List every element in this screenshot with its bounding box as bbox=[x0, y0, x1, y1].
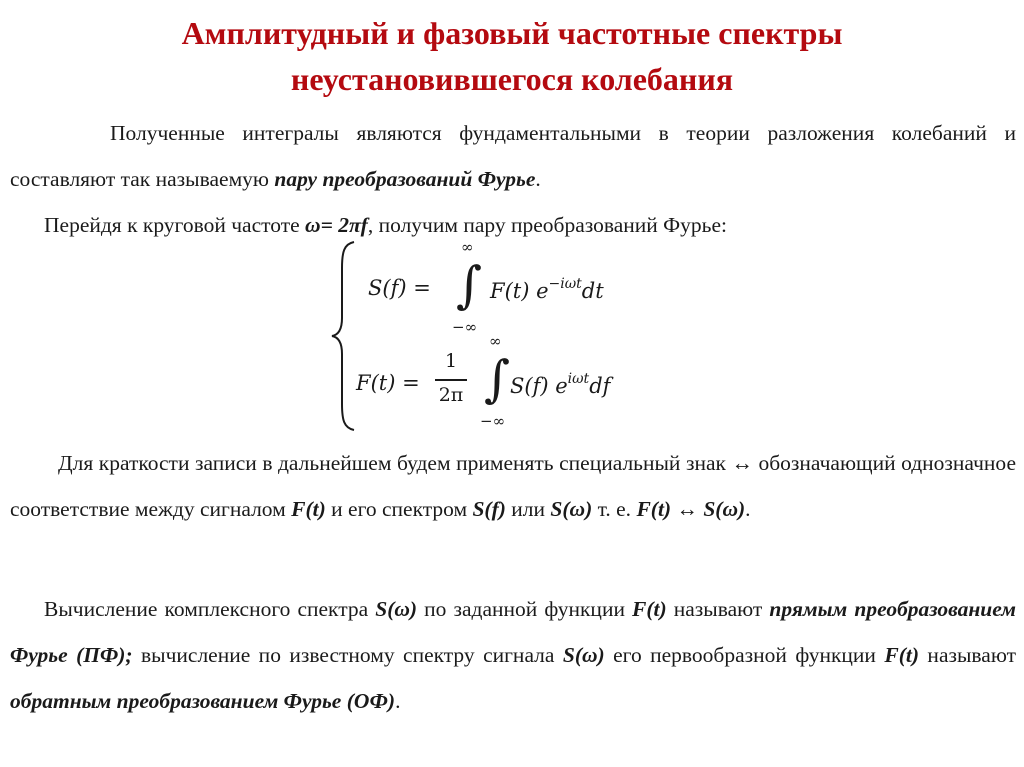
double-arrow-icon: ↔ bbox=[731, 451, 753, 475]
p2-end: , получим пару преобразований Фурье: bbox=[367, 213, 727, 237]
p3-signal: F(t) bbox=[291, 497, 326, 521]
p1-text: Полученные интегралы являются фундаментальными в теории разложения колебаний и составляют так называемую bbox=[10, 121, 1016, 191]
p4-primitive-function: F(t) bbox=[884, 643, 920, 667]
eq1-differential: dt bbox=[581, 279, 604, 303]
eq1-lhs: S(f) = bbox=[368, 276, 431, 300]
paragraph-direct-inverse bbox=[10, 586, 1016, 724]
p4-known-spectrum: S(ω) bbox=[562, 643, 605, 667]
eq1-exponent: −iωt bbox=[548, 276, 582, 292]
paragraph-notation bbox=[10, 440, 1016, 532]
p3-text-2: обозначающий однозначное соответствие между сигналом bbox=[10, 451, 1016, 521]
p1-end: . bbox=[535, 167, 541, 191]
p4-spectrum: S(ω) bbox=[375, 597, 418, 621]
p3-correspondence: F(t) ↔ S(ω) bbox=[636, 497, 746, 521]
title-line-2: неустановившегося колебания bbox=[290, 61, 734, 97]
p3-text-4: или bbox=[505, 497, 551, 521]
eq1-upper-limit: ∞ bbox=[461, 238, 474, 256]
p4-function: F(t) bbox=[632, 597, 667, 621]
paragraph-integrals bbox=[10, 110, 1016, 202]
eq2-numerator: 1 bbox=[444, 350, 458, 372]
p2-text: Перейдя к круговой частоте bbox=[44, 213, 306, 237]
eq2-exponent: iωt bbox=[567, 371, 590, 387]
p4-inverse-transform: обратным преобразованием Фурье (ОФ) bbox=[10, 689, 396, 713]
p1-emphasis: пару преобразований Фурье bbox=[274, 167, 536, 191]
p4-text-1: Вычисление комплексного спектра bbox=[44, 597, 376, 621]
p4-text-4: вычисление по известному спектру сигнала bbox=[132, 643, 563, 667]
title-line-1: Амплитудный и фазовый частотные спектры bbox=[181, 15, 843, 51]
eq2-differential: df bbox=[589, 374, 611, 398]
p4-text-2: по заданной функции bbox=[417, 597, 633, 621]
eq2-upper-limit: ∞ bbox=[489, 332, 502, 350]
eq1-integrand-text: F(t) e bbox=[490, 279, 549, 303]
eq1-integrand bbox=[490, 276, 604, 303]
eq2-integral-sign: ∫ bbox=[484, 350, 511, 408]
p3-spectrum-f: S(f) bbox=[472, 497, 506, 521]
p3-text-3: и его спектром bbox=[325, 497, 473, 521]
eq2-lower-limit: −∞ bbox=[480, 412, 506, 430]
fourier-pair-formula bbox=[330, 238, 670, 438]
p3-text-5: т. е. bbox=[592, 497, 637, 521]
slide-title bbox=[0, 10, 1024, 102]
p4-text-6: называют bbox=[919, 643, 1017, 667]
p4-text-3: называют bbox=[666, 597, 770, 621]
eq1-integral-sign: ∫ bbox=[456, 256, 483, 314]
p4-text-5: его первообразной функции bbox=[604, 643, 885, 667]
eq2-integrand bbox=[510, 371, 610, 398]
eq2-denominator: 2π bbox=[438, 384, 464, 406]
eq2-lhs: F(t) = bbox=[356, 371, 420, 395]
p4-end: . bbox=[395, 689, 401, 713]
eq2-integrand-text: S(f) e bbox=[510, 374, 568, 398]
eq1-lower-limit: −∞ bbox=[452, 318, 478, 336]
p3-end: . bbox=[745, 497, 751, 521]
eq2-fraction-line bbox=[435, 379, 467, 381]
left-brace bbox=[330, 240, 358, 432]
p2-emphasis: ω= 2πf bbox=[305, 213, 368, 237]
p3-spectrum-omega: S(ω) bbox=[550, 497, 593, 521]
p4-direct-transform: прямым преобразованием Фурье (ПФ); bbox=[10, 597, 1016, 667]
p3-text-1: Для краткости записи в дальнейшем будем применять специальный знак bbox=[58, 451, 732, 475]
